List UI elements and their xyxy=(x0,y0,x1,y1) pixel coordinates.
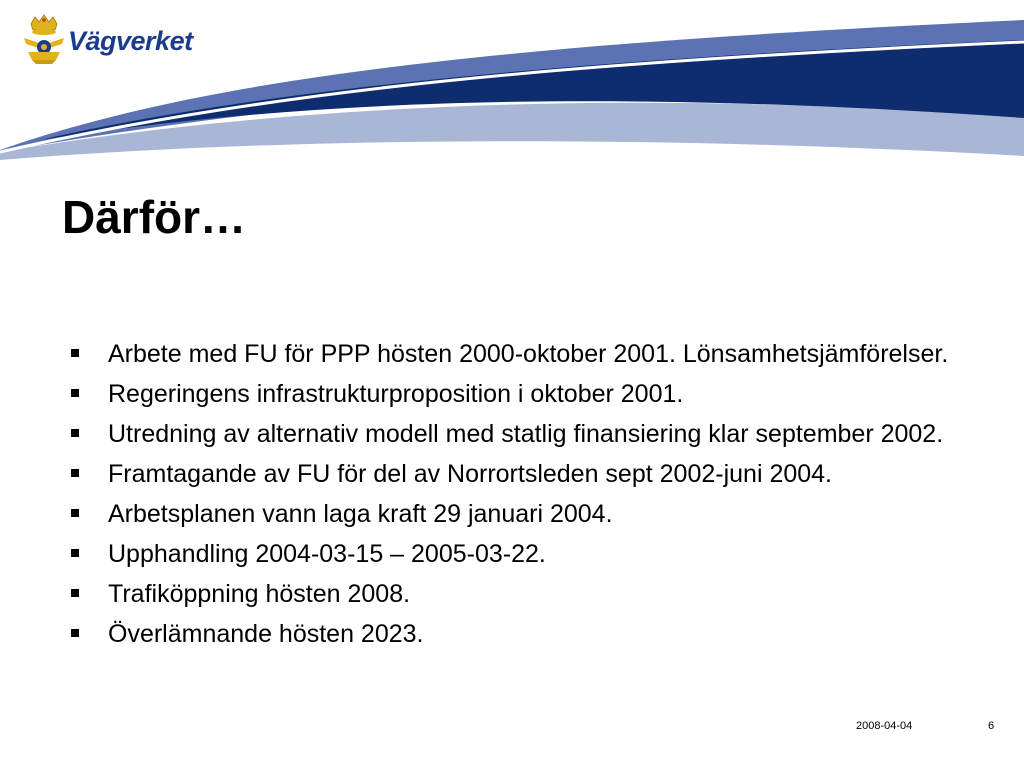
bullet-item: Regeringens infrastrukturproposition i oktober 2001. xyxy=(70,377,950,411)
bullet-item: Upphandling 2004-03-15 – 2005-03-22. xyxy=(70,537,950,571)
bullet-item: Arbete med FU för PPP hösten 2000-oktober 2001. Lönsamhetsjämförelser. xyxy=(70,337,950,371)
page-number: 6 xyxy=(988,720,995,732)
slide-title: Därför… xyxy=(62,191,247,243)
crowned-winged-wheel-emblem-icon xyxy=(22,14,66,66)
bullet-item: Trafiköppning hösten 2008. xyxy=(70,577,950,611)
vagverket-logo xyxy=(22,14,232,66)
bullet-item: Arbetsplanen vann laga kraft 29 januari 2004. xyxy=(70,497,950,531)
logo-wordmark: Vägverket xyxy=(68,26,193,56)
bullet-item: Överlämnande hösten 2023. xyxy=(70,617,950,651)
bullet-item: Utredning av alternativ modell med statlig finansiering klar september 2002. xyxy=(70,417,950,451)
bullet-list xyxy=(70,337,950,657)
bullet-item: Framtagande av FU för del av Norrortsleden sept 2002-juni 2004. xyxy=(70,457,950,491)
footer-date: 2008-04-04 xyxy=(856,720,913,732)
